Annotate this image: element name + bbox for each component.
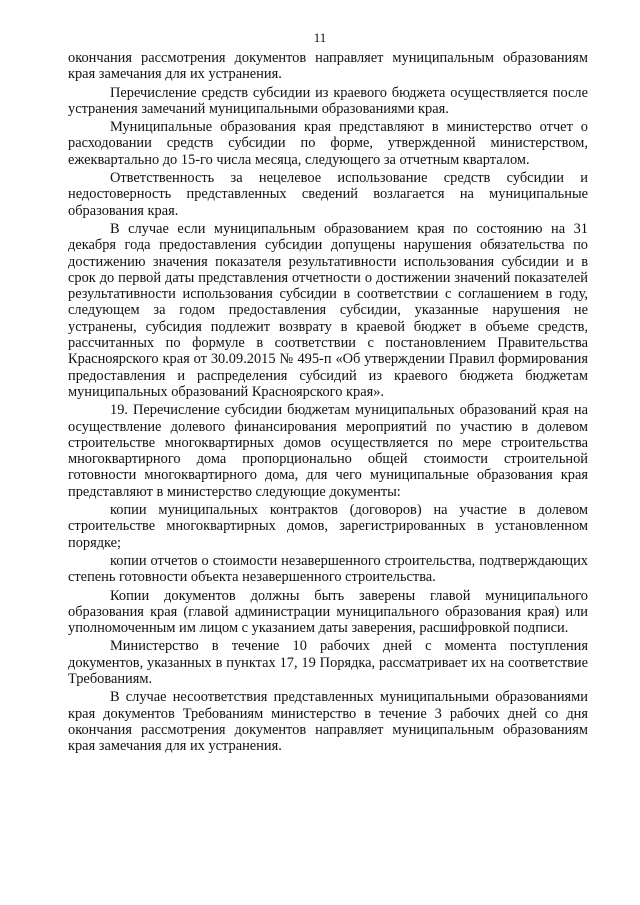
paragraph-responsibility: Ответственность за нецелевое использование средств субсидии и недостоверность представленных сведений возлагается на муниципальные образования края. [68, 170, 588, 219]
page-number: 11 [313, 30, 327, 45]
paragraph-quarterly-report: Муниципальные образования края представляют в министерство отчет о расходовании средств субсидии по форме, утвержденной министерством, ежеквартально до 15-го числа месяца, следующего за отчетным кварталом. [68, 119, 588, 168]
paragraph-transfer-after-corrections: Перечисление средств субсидии из краевого бюджета осуществляется после устранения замечаний муниципальными образованиями края. [68, 84, 588, 117]
paragraph-continuation: окончания рассмотрения документов направляет муниципальным образованиям края замечания для их устранения. [68, 50, 588, 83]
paragraph-certification: Копии документов должны быть заверены главой муниципального образования края (главой администрации муниципального образования края) или уполномоченным им лицом с указанием даты заверения, расшифровкой подписи. [68, 587, 588, 637]
paragraph-ministry-review: Министерство в течение 10 рабочих дней с момента поступления документов, указанных в пунктах 17, 19 Порядка, рассматривает их на соответствие Требованиям. [68, 638, 588, 687]
paragraph-subsidy-return: В случае если муниципальным образованием края по состоянию на 31 декабря года предоставления субсидии допущены нарушения обязательства по достижению значения показателя результативности использования субсидии и в срок до первой даты представления отчетности о достижении значений показателей результативности использования субсидии в соответствии с соглашением в году, следующем за годом предоставления субсидии, указанные нарушения не устранены, субсидия подлежит возврату в краевой бюджет в объеме средств, рассчитанных по формуле в соответствии с постановлением Правительства Красноярского края от 30.09.2015 № 495-п «Об утверждении Правил формирования предоставления и распределения субсидий из краевого бюджета бюджетам муниципальных образований Красноярского края». [68, 220, 588, 400]
paragraph-report-copies: копии отчетов о стоимости незавершенного строительства, подтверждающих степень готовности объекта незавершенного строительства. [68, 552, 588, 586]
paragraph-item-19: 19. Перечисление субсидии бюджетам муниципальных образований края на осуществление долевого финансирования мероприятий по участию в долевом строительстве многоквартирных домов осуществляется по мере строительства многоквартирного дома пропорционально общей стоимости строительной готовности многоквартирного дома, для чего муниципальные образования края представляют в министерство следующие документы: [68, 402, 588, 500]
paragraph-contract-copies: копии муниципальных контрактов (договоров) на участие в долевом строительстве многоквартирных домов, зарегистрированных в установленном порядке; [68, 502, 588, 551]
document-body [68, 50, 588, 756]
paragraph-nonconformity: В случае несоответствия представленных муниципальными образованиями края документов Требованиям министерство в течение 3 рабочих дней со дня окончания рассмотрения документов направляет муниципальным образованиям края замечания для их устранения. [68, 689, 588, 755]
